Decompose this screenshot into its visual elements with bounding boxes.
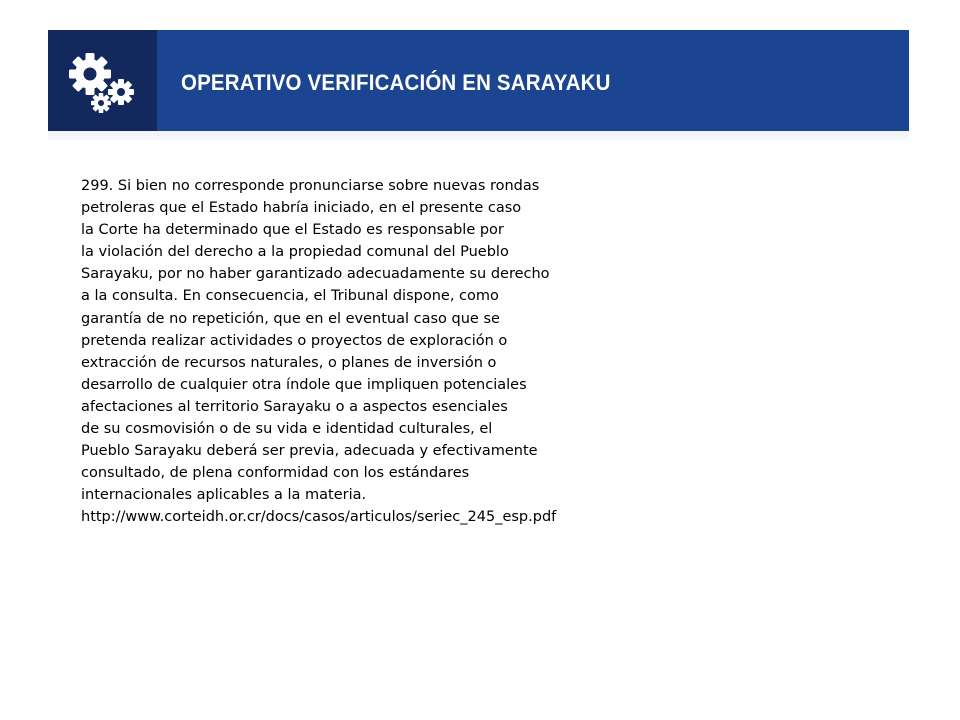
body-paragraph [81,175,641,529]
body-line: Sarayaku, por no haber garantizado adecuadamente su derecho [81,266,550,283]
body-line: la violación del derecho a la propiedad comunal del Pueblo [81,244,509,261]
body-line: consultado, de plena conformidad con los estándares [81,465,470,482]
body-line: desarrollo de cualquier otra índole que impliquen potenciales [81,376,527,393]
body-line: Pueblo Sarayaku deberá ser previa, adecuada y efectivamente [81,443,538,460]
body-line: extracción de recursos naturales, o planes de inversión o [81,354,497,371]
header-icon-box [48,30,157,131]
body-line: petroleras que el Estado habría iniciado, en el presente caso [81,200,522,217]
source-link[interactable]: http://www.corteidh.or.cr/docs/casos/articulos/seriec_245_esp.pdf [81,509,557,526]
body-line: a la consulta. En consecuencia, el Tribunal dispone, como [81,288,499,305]
body-line: afectaciones al territorio Sarayaku o a aspectos esenciales [81,398,508,415]
body-line: de su cosmovisión o de su vida e identidad culturales, el [81,421,493,438]
header-banner [48,30,909,131]
header-title-bar [157,30,909,131]
body-line: 299. Si bien no corresponde pronunciarse sobre nuevas rondas [81,178,540,194]
page-title: OPERATIVO VERIFICACIÓN EN SARAYAKU [181,69,611,95]
body-line: la Corte ha determinado que el Estado es responsable por [81,222,504,239]
body-line: internacionales aplicables a la materia. [81,487,367,504]
body-line: garantía de no repetición, que en el eventual caso que se [81,310,500,327]
gears-icon [64,48,136,114]
body-line: pretenda realizar actividades o proyectos de exploración o [81,332,508,349]
